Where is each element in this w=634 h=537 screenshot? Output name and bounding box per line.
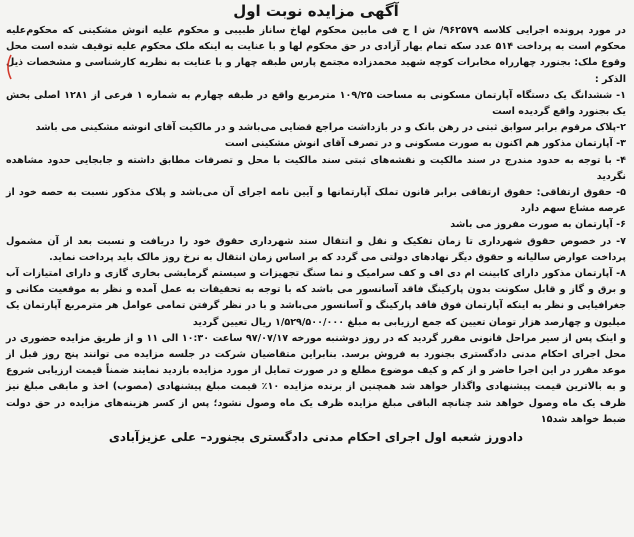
notice-item-8: ۸- آپارتمان مذکور دارای کابینت ام دی اف و کف سرامیک و نما سنگ تجهیزات و سیستم گرمایشی بخاری گازی و دارای امتیازات آب و برق و گاز و قابل سکونت بدون پارکینگ فاقد آسانسور می باشد که با توجه به تحقیقات به عمل آمده و نظر به موقعیت مکانی و جغرافیایی و نظر به اینکه آپارتمان فوق فاقد پارکینگ و آسانسور می‌باشد و با در نظر گرفتن تمامی عوامل هر مترمربع آپارتمان یک میلیون و چهارصد هزار تومان تعیین که جمع ارزیابی به مبلغ ۱/۵۲۹/۵۰۰/۰۰۰ ریال تعیین گردید	[6, 268, 626, 328]
notice-item-3: ۳- آپارتمان مذکور هم اکنون به صورت مسکونی و در تصرف آقای انوش مشکینی است	[224, 138, 626, 150]
notice-item-2: ۲-پلاک مرقوم برابر سوابق ثبتی در رهن بانک و در بازداشت مراجع قضایی می‌باشد و در مالکیت آقای انوشه مشکینی می باشد	[35, 122, 626, 134]
red-bracket-mark	[3, 54, 13, 80]
notice-signature: دادورز شعبه اول اجرای احکام مدنی دادگستری بجنورد– علی عزیزآبادی	[108, 430, 524, 445]
notice-auction-terms: و اینک پس از سیر مراحل قانونی مقرر گردید که در روز دوشنبه مورخه ۹۷/۰۷/۱۷ ساعت ۱۰:۳۰ الی ۱۱ و از طریق مزایده حضوری در محل اجرای احکام مدنی دادگستری بجنورد به فروش برسد. بنابراین متقاضیان شرکت در جلسه مزایده می توانند پنج روز قبل از موعد مقرر در این اجرا حاضر و از کم و کیف موضوع مطلع و در صورت تمایل از مورد مزایده بازدید نمایند ضمناً قیمت ارزیابی شروع و به بالاترین قیمت پیشنهادی واگذار خواهد شد همچنین از برنده مزایده ۱۰٪ قیمت مبلغ پیشنهادی (مصوب) اخذ و مابقی مبلغ نیز ظرف یک ماه وصول خواهد شد چنانچه الباقی مبلغ مزایده ظرف یک ماه وصول نشود؛ پس از کسر هزینه‌های مزایده در حق دولت ضبط خواهد شد۱۵	[6, 332, 626, 425]
notice-body	[6, 23, 626, 428]
notice-item-6: ۶- آپارتمان به صورت مفروز می باشد	[450, 219, 626, 231]
notice-item-5: ۵- حقوق ارتفاقی: حقوق ارتفاقی برابر قانون تملک آپارتمانها و آیین نامه اجرای آن می‌باشد و پلاک مذکور نسبت به حصه خود از عرصه مشاع سهم دارد	[6, 187, 626, 215]
notice-item-1: ۱- ششدانگ یک دستگاه آپارتمان مسکونی به مساحت ۱۰۹/۲۵ مترمربع واقع در طبقه چهارم به شماره ۱ فرعی از ۱۲۸۱ اصلی بخش یک بجنورد واقع گردیده است	[6, 89, 626, 118]
notice-item-4: ۴- با توجه به حدود مندرج در سند مالکیت و نقشه‌های ثبتی سند مالکیت با محل و تصرفات مطابق داشته و جابجایی حدود مشاهده نگردید	[6, 154, 626, 182]
notice-item-7: ۷- در خصوص حقوق شهرداری تا زمان تفکیک و نقل و انتقال سند شهرداری حقوق خود را دریافت و نسبت بعد از آن مشمول پرداخت عوارض سالیانه و حقوق دیگر نهادهای دولتی می گردد که بر اساس زمان انتقال به نرخ روز مالک باید پرداخت نماید.	[6, 235, 626, 263]
notice-intro-paragraph: در مورد پرونده اجرایی کلاسه ۹۶۲۵۷۹/ ش ا ح فی مابین محکوم لهاخ ساناز طبیبی و محکوم علیه انوش مشکینی که محکوم‌علیه محکوم است به پرداخت ۵۱۴ عدد سکه تمام بهار آزادی در حق محکوم لها و با عنایت به اینکه ملک محکوم علیه توقیف شده است محل وقوع ملک: بجنورد چهارراه مخابرات کوچه شهید محمدزاده مجتمع پارس طبقه چهار و با عنایت به نظریه کارشناسی و مشخصات ذیل الذکر :	[6, 25, 626, 85]
notice-title: آگهی مزایده نوبت اول	[233, 2, 399, 20]
